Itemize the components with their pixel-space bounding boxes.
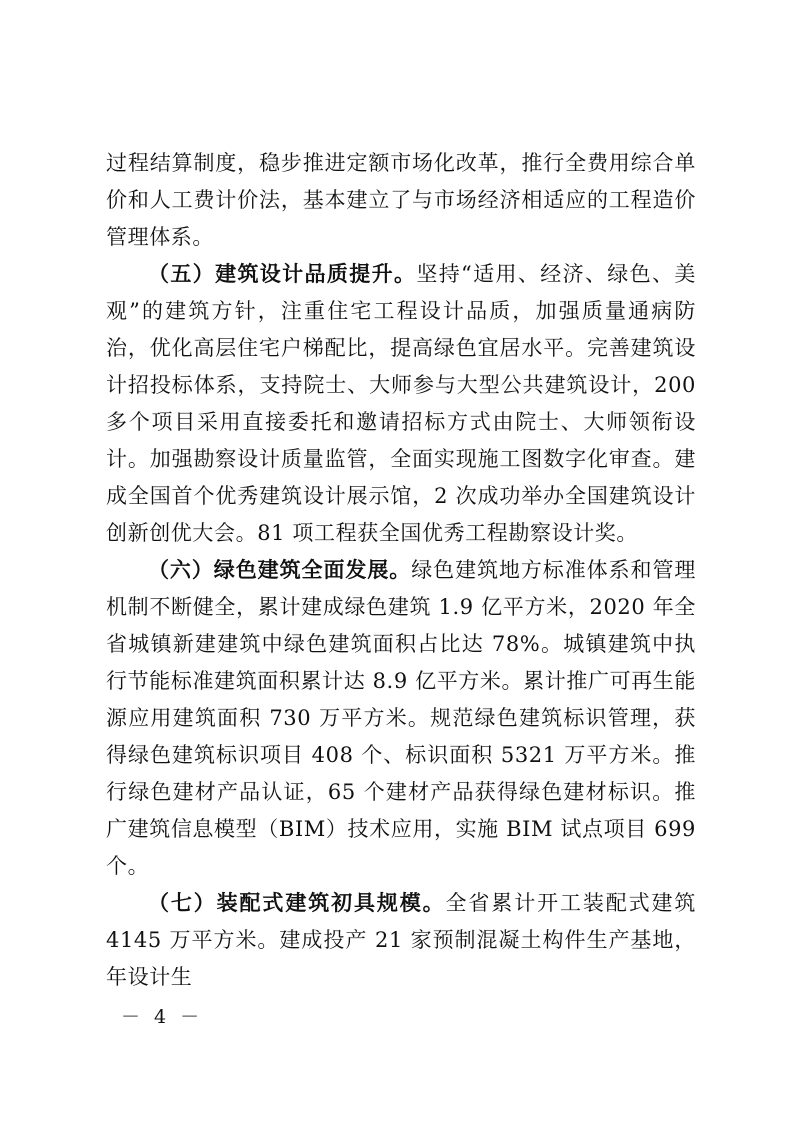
paragraph-prefab-building [106, 885, 696, 996]
section-heading: （五）建筑设计品质提升。 [148, 262, 417, 286]
paragraph-body: 坚持“适用、经济、绿色、美观”的建筑方针，注重住宅工程设计品质，加强质量通病防治，优化高层住宅户梯配比，提高绿色宜居水平。完善建筑设计招投标体系，支持院士、大师参与大型公共建筑设计，200 多个项目采用直接委托和邀请招标方式由院士、大师领衔设计。加强勘察设计质量监管，全面实现施工图数字化审查。建成全国首个优秀建筑设计展示馆，2 次成功举办全国建筑设计创新创优大会。81 项工程获全国优秀工程勘察设计奖。 [106, 262, 696, 545]
paragraph-body: 全省累计开工装配式建筑 4145 万平方米。建成投产 21 家预制混凝土构件生产基地，年设计生 [106, 891, 696, 989]
paragraph-continuation [106, 145, 696, 256]
paragraph-design-quality [106, 256, 696, 552]
page-number: － 4 － [121, 1006, 204, 1028]
section-heading: （六）绿色建筑全面发展。 [148, 558, 412, 582]
section-heading: （七）装配式建筑初具规模。 [148, 891, 446, 915]
body-text [106, 145, 696, 996]
paragraph-body: 绿色建筑地方标准体系和管理机制不断健全，累计建成绿色建筑 1.9 亿平方米，2020 年全省城镇新建建筑中绿色建筑面积占比达 78%。城镇建筑中执行节能标准建筑面积累计达 8.9 亿平方米。累计推广可再生能源应用建筑面积 730 万平方米。规范绿色建筑标识管理，获得绿色建筑标识项目 408 个、标识面积 5321 万平方米。推行绿色建材产品认证，65 个建材产品获得绿色建材标识。推广建筑信息模型（BIM）技术应用，实施 BIM 试点项目 699 个。 [106, 558, 696, 878]
paragraph-green-building [106, 552, 696, 885]
paragraph-body: 过程结算制度，稳步推进定额市场化改革，推行全费用综合单价和人工费计价法，基本建立了与市场经济相适应的工程造价管理体系。 [106, 151, 696, 249]
